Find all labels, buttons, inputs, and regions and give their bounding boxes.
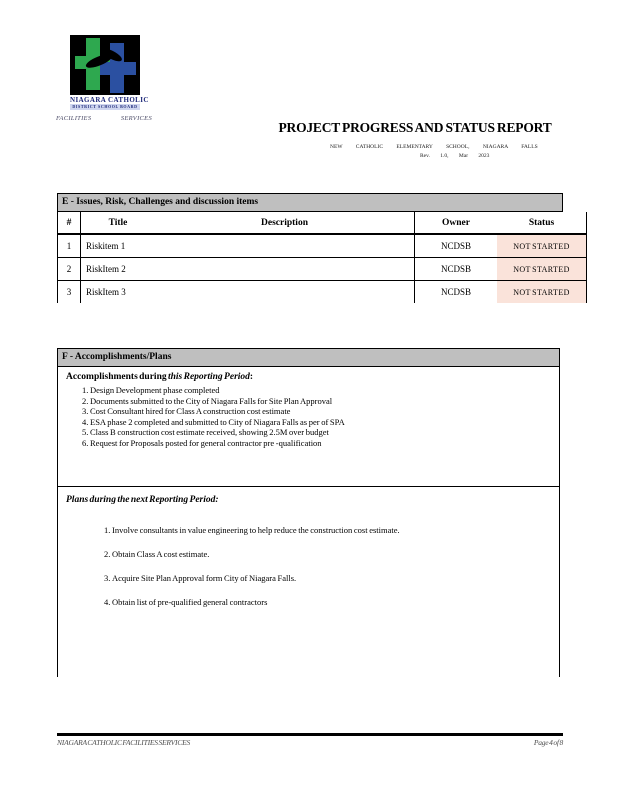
risk-table — [57, 212, 587, 303]
list-item: 5. Class B construction cost estimate received, showing 2.5M over budget — [90, 427, 551, 438]
plans-heading: Plans during the next Reporting Period: — [66, 495, 219, 505]
col-header-title: Title — [81, 212, 156, 234]
services-label: SERVICES — [120, 115, 152, 122]
heading-suffix: : — [249, 372, 254, 382]
risk-title: RiskItem 2 — [81, 258, 156, 281]
accomplishments-heading — [66, 372, 551, 382]
section-e-header: E - Issues, Risk, Challenges and discussion items — [57, 193, 563, 212]
risk-title: Riskitem 1 — [81, 234, 156, 258]
section-f-header: F - Accomplishments/Plans — [57, 348, 560, 367]
col-header-desc: Description — [155, 212, 415, 234]
col-header-owner: Owner — [415, 212, 498, 234]
plans-box — [57, 487, 560, 677]
risk-owner: NCDSB — [415, 234, 498, 258]
report-header — [272, 120, 558, 159]
risk-num: 3 — [58, 281, 81, 304]
risk-owner: NCDSB — [415, 258, 498, 281]
logo-captions — [56, 115, 152, 122]
report-subtitle: NEW CATHOLIC ELEMENTARY SCHOOL, NIAGARA FALLS — [330, 144, 538, 150]
risk-num: 1 — [58, 234, 81, 258]
page-footer — [57, 733, 563, 747]
list-item: 3. Cost Consultant hired for Class A construction cost estimate — [90, 406, 551, 417]
footer-page-number: Page 4 of 8 — [533, 738, 563, 747]
list-item: 1. Design Development phase completed — [90, 385, 551, 396]
table-row — [58, 281, 587, 304]
heading-italic: this Reporting Period — [167, 372, 250, 382]
list-item: 2. Obtain Class A cost estimate. — [112, 549, 551, 559]
risk-desc — [155, 234, 415, 258]
list-item: 3. Acquire Site Plan Approval form City of Niagara Falls. — [112, 573, 551, 583]
footer-org: NIAGARA CATHOLIC FACILITIES SERVICES — [57, 738, 191, 747]
list-item: 6. Request for Proposals posted for general contractor pre -qualification — [90, 438, 551, 449]
page-title: PROJECT PROGRESS AND STATUS REPORT — [278, 120, 552, 135]
report-revision: Rev. 1.0, Mar 2023 — [420, 153, 490, 159]
ncdsb-logo — [70, 35, 149, 110]
plans-list — [96, 525, 551, 607]
heading-prefix: Accomplishments during — [66, 372, 168, 382]
cross-leaf-logo-icon — [70, 35, 140, 95]
risk-status: NOT STARTED — [497, 258, 587, 281]
accomplishments-box — [57, 367, 560, 487]
logo-org-subname: DISTRICT SCHOOL BOARD — [70, 104, 140, 110]
risk-title: RiskItem 3 — [86, 287, 126, 297]
logo-org-name: NIAGARA CATHOLIC — [70, 96, 149, 104]
col-header-status: Status — [497, 212, 587, 234]
risk-status: NOT STARTED — [497, 281, 587, 304]
facilities-label: FACILITIES — [56, 115, 92, 122]
risk-table-header-row — [58, 212, 587, 234]
risk-owner: NCDSB — [415, 281, 498, 304]
list-item: 2. Documents submitted to the City of Niagara Falls for Site Plan Approval — [90, 396, 551, 407]
col-header-num: # — [58, 212, 81, 234]
list-item: 4. Obtain list of pre-qualified general contractors — [112, 597, 551, 607]
list-item: 1. Involve consultants in value engineering to help reduce the construction cost estimate. — [112, 525, 551, 535]
section-f-accomplishments-plans — [57, 348, 560, 677]
accomplishments-list — [74, 385, 551, 448]
table-row — [58, 258, 587, 281]
risk-desc — [155, 281, 415, 304]
list-item: 4. ESA phase 2 completed and submitted to City of Niagara Falls as per of SPA — [90, 417, 551, 428]
section-e-issues — [57, 193, 570, 303]
table-row — [58, 234, 587, 258]
risk-desc — [155, 258, 415, 281]
risk-num: 2 — [58, 258, 81, 281]
risk-status: NOT STARTED — [497, 234, 587, 258]
